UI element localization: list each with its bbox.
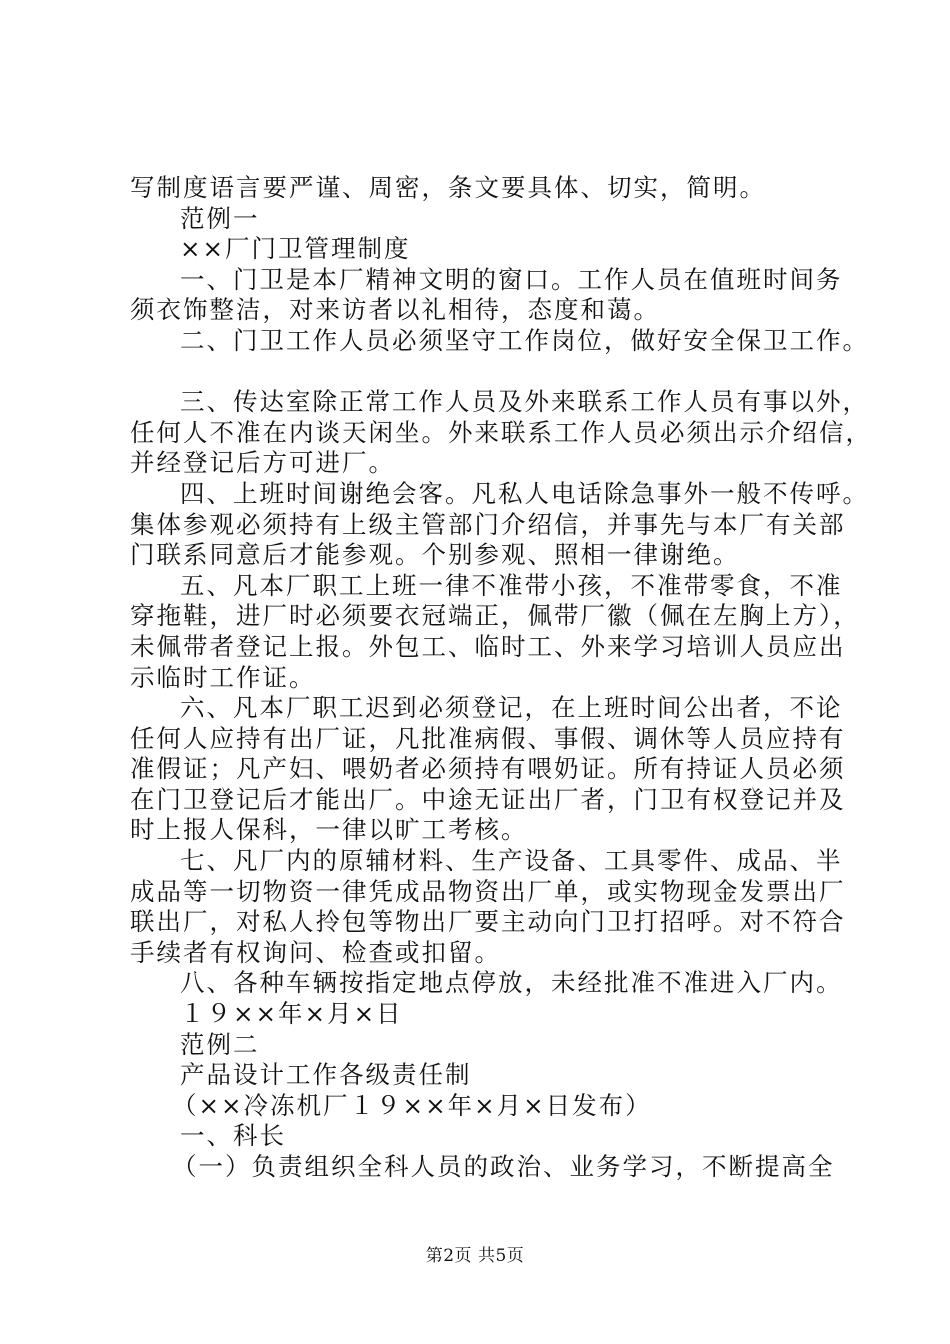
text-line: 写制度语言要严谨、周密，条文要具体、切实，简明。 (130, 173, 766, 202)
text-line: 六、凡本厂职工迟到必须登记，在上班时间公出者，不论 (180, 693, 843, 723)
text-line: 产品设计工作各级责任制 (180, 1060, 472, 1090)
text-line: （××冷冻机厂１９××年×月×日发布） (172, 1090, 652, 1120)
page-number-label: 第2页 共5页 (425, 1246, 525, 1266)
text-line: 须衣饰整洁，对来访者以礼相待，态度和蔼。 (130, 295, 660, 325)
blank-line (130, 357, 840, 388)
text-line: 在门卫登记后才能出厂。中途无证出厂者，门卫有权登记并及 (130, 784, 846, 814)
text-line: 未佩带者登记上报。外包工、临时工、外来学习培训人员应出 (130, 631, 846, 661)
text-line: 集体参观必须持有上级主管部门介绍信，并事先与本厂有关部 (130, 509, 846, 539)
document-body (130, 173, 872, 1183)
text-line: 八、各种车辆按指定地点停放，未经批准不准进入厂内。 (180, 968, 843, 998)
text-line: 范例一 (180, 203, 260, 233)
text-line: （一）负责组织全科人员的政治、业务学习，不断提高全 (172, 1152, 835, 1181)
text-line: ××厂门卫管理制度 (180, 234, 411, 264)
text-line: 手续者有权询问、检查或扣留。 (130, 937, 501, 967)
text-line: 二、门卫工作人员必须坚守工作岗位，做好安全保卫工作。 (180, 325, 869, 355)
text-line: 并经登记后方可进厂。 (130, 448, 395, 478)
text-line: 穿拖鞋，进厂时必须要衣冠端正，佩带厂徽（佩在左胸上方）， (130, 601, 860, 631)
page-footer (0, 1245, 950, 1267)
text-line: 成品等一切物资一律凭成品物资出厂单，或实物现金发票出厂 (130, 876, 846, 906)
text-line: 范例二 (180, 1029, 260, 1059)
text-line: 联出厂，对私人拎包等物出厂要主动向门卫打招呼。对不符合 (130, 907, 846, 937)
text-line: 七、凡厂内的原辅材料、生产设备、工具零件、成品、半 (180, 846, 843, 876)
text-line: 时上报人保科，一律以旷工考核。 (130, 815, 528, 845)
text-line: 一、门卫是本厂精神文明的窗口。工作人员在值班时间务 (180, 264, 843, 294)
text-line: 任何人不准在内谈天闲坐。外来联系工作人员必须出示介绍信， (130, 417, 872, 447)
text-line: 一、科长 (180, 1121, 286, 1151)
text-line: 门联系同意后才能参观。个别参观、照相一律谢绝。 (130, 540, 740, 570)
text-line: 准假证；凡产妇、喂奶者必须持有喂奶证。所有持证人员必须 (130, 754, 846, 784)
text-line: 示临时工作证。 (130, 662, 316, 692)
text-line: 五、凡本厂职工上班一律不准带小孩，不准带零食，不准 (180, 570, 843, 600)
text-line: 三、传达室除正常工作人员及外来联系工作人员有事以外， (180, 387, 869, 417)
text-line: 任何人应持有出厂证，凡批准病假、事假、调休等人员应持有 (130, 723, 846, 753)
text-line: １９××年×月×日 (180, 999, 403, 1029)
text-line: 四、上班时间谢绝会客。凡私人电话除急事外一般不传呼。 (180, 478, 869, 508)
